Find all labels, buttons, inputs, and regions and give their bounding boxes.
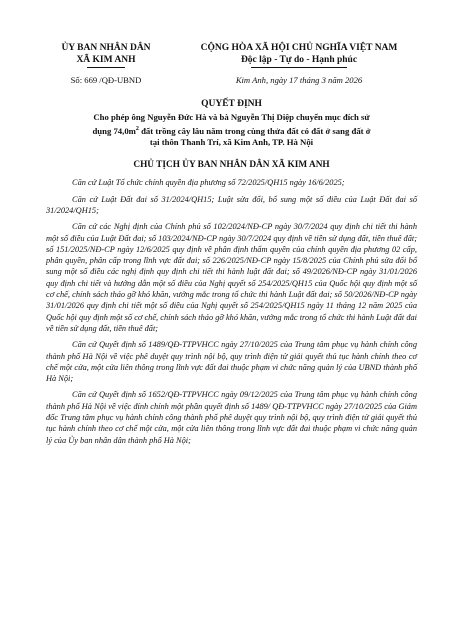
place-and-date: Kim Anh, ngày 17 tháng 3 năm 2026 bbox=[235, 75, 363, 85]
legal-basis-paragraph: Căn cứ Quyết định số 1489/QĐ-TTPVHCC ngày 27/10/2025 của Trung tâm phục vụ hành chính công thành phố Hà Nội về việc phê duyệt quy trình nội bộ, quy trình điện tử giải quyết thủ tục hành chính theo cơ chế một cửa, một cửa liên thông trong lĩnh vực đất đai thuộc phạm vi chức năng quản lý của UBND thành phố Hà Nội; bbox=[46, 340, 417, 384]
subject-line-3: tại thôn Thanh Trí, xã Kim Anh, TP. Hà Nội bbox=[149, 136, 314, 147]
document-number: Số: 669 /QĐ-UBND bbox=[70, 75, 142, 85]
national-header-block bbox=[181, 42, 417, 86]
document-title: QUYẾT ĐỊNH bbox=[201, 99, 262, 109]
agency-name-line1: ỦY BAN NHÂN DÂN bbox=[61, 43, 151, 53]
agency-underline bbox=[87, 67, 125, 68]
national-motto: Độc lập - Tự do - Hạnh phúc bbox=[240, 55, 358, 65]
legal-basis-paragraph: Căn cứ Luật Đất đai số 31/2024/QH15; Luật sửa đổi, bổ sung một số điều của Luật Đất đai số 31/2024/QH15; bbox=[46, 194, 417, 215]
issuing-agency-block bbox=[46, 42, 166, 86]
subject-line-1: Cho phép ông Nguyễn Đức Hà và bà Nguyễn Thị Diệp chuyển mục đích sử bbox=[93, 112, 370, 122]
legal-basis-paragraph: Căn cứ Luật Tổ chức chính quyền địa phương số 72/2025/QH15 ngày 16/6/2025; bbox=[72, 178, 345, 188]
subject-land-type-text: đất trồng cây lâu năm trong cùng thửa đất có đất ở sang đất ở bbox=[138, 125, 371, 136]
document-header bbox=[46, 42, 417, 86]
subject-area-text: dụng 74,0m bbox=[92, 125, 136, 136]
agency-name-line2: XÃ KIM ANH bbox=[76, 55, 136, 65]
subject-line-2 bbox=[46, 124, 417, 137]
square-meter-superscript: 2 bbox=[135, 125, 139, 132]
motto-underline bbox=[251, 67, 347, 68]
country-name: CỘNG HÒA XÃ HỘI CHỦ NGHĨA VIỆT NAM bbox=[200, 43, 398, 53]
issuing-authority: CHỦ TỊCH ỦY BAN NHÂN DÂN XÃ KIM ANH bbox=[133, 160, 330, 171]
legal-basis-paragraph: Căn cứ Quyết định số 1652/QĐ-TTPVHCC ngày 09/12/2025 của Trung tâm phục vụ hành chính công thành phố Hà Nội về việc đính chính một phần quyết định số 1489/ QĐ-TTPVHCC ngày 27/10/2025 của Giám đốc Trung tâm phục vụ hành chính công thành phố phê duyệt quy trình nội bộ, quy trình điện tử giải quyết thủ tục hành chính theo cơ chế một cửa, một cửa liên thông trong lĩnh vực đất đai thuộc phạm vi chức năng quản lý của Ủy ban nhân dân thành phố Hà Nội; bbox=[46, 390, 417, 445]
legal-basis-paragraph: Căn cứ các Nghị định của Chính phủ số 102/2024/NĐ-CP ngày 30/7/2024 quy định chi tiết thi hành một số điều của Luật Đất đai; số 103/2024/NĐ-CP ngày 30/7/2024 quy định về tiền sử dụng đất, tiền thuê đất; số 151/2025/NĐ-CP ngày 12/6/2025 quy định về phân định thẩm quyền của chính quyền địa phương 02 cấp, phân quyền, phân cấp trong lĩnh vực đất đai; số 226/2025/NĐ-CP ngày 15/8/2025 của Chính phủ sửa đổi bổ sung một số điều các nghị định quy định chi tiết thi hành luật đất đai; số 49/2026/NĐ-CP ngày 31/01/2026 quy định chi tiết và hướng dẫn một số điều của Nghị quyết số 254/2025/QH15 của Quốc hội quy định một số cơ chế, chính sách tháo gỡ khó khăn, vướng mắc trong tổ chức thi hành Luật đất đai; số 50/2026/NĐ-CP ngày 31/01/2026 quy định chi tiết một số điều của Nghị quyết số 254/2025/QH15 ngày 11 tháng 12 năm 2025 của Quốc hội quy định một số cơ chế, chính sách tháo gỡ khó khăn, vướng mắc trong tổ chức thi hành Luật đất đai về tiền sử dụng đất, tiền thuê đất; bbox=[46, 222, 417, 333]
document-subject bbox=[46, 112, 417, 148]
